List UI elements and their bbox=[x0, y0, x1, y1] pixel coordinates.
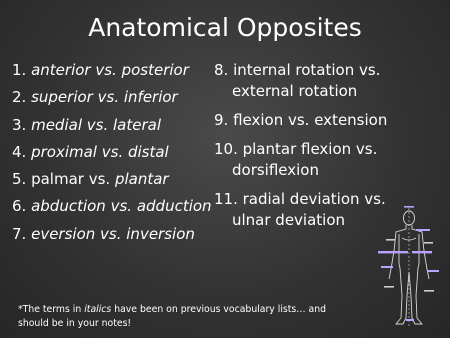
term-b: inversion bbox=[126, 224, 195, 243]
item-number: 1. bbox=[12, 61, 27, 79]
item-number: 7. bbox=[12, 224, 27, 243]
item-number: 2. bbox=[12, 88, 27, 107]
term-sep: vs. bbox=[96, 142, 128, 161]
list-item bbox=[12, 87, 212, 108]
term-b: inferior bbox=[123, 88, 178, 107]
term-sep: vs. bbox=[90, 61, 122, 79]
item-number: 3. bbox=[12, 115, 27, 134]
list-item bbox=[12, 60, 212, 81]
item-number: 5. bbox=[12, 170, 27, 189]
term-a: anterior bbox=[31, 61, 91, 79]
footnote bbox=[18, 303, 348, 331]
item-number: 6. bbox=[12, 197, 27, 216]
term-b: distal bbox=[127, 142, 169, 161]
list-item: 10. plantar flexion vs. dorsiflexion bbox=[214, 140, 378, 179]
list-item bbox=[12, 196, 212, 217]
term-sep: vs. bbox=[92, 88, 124, 107]
term-a: medial bbox=[31, 115, 82, 134]
list-item: 11. radial deviation vs. ulnar deviation bbox=[214, 190, 386, 229]
footnote-italic-word: italics bbox=[84, 304, 112, 315]
slide-title: Anatomical Opposites bbox=[88, 13, 362, 42]
list-item bbox=[12, 224, 212, 245]
list-item bbox=[12, 169, 212, 190]
term-b: plantar bbox=[114, 170, 169, 189]
term-a: superior bbox=[31, 88, 93, 107]
list-item: 8. internal rotation vs. external rotation bbox=[214, 61, 381, 100]
anatomical-body-diagram-icon bbox=[372, 206, 446, 330]
term-a: palmar bbox=[31, 170, 84, 189]
item-number: 4. bbox=[12, 142, 27, 161]
term-sep: vs. bbox=[83, 170, 115, 189]
footnote-text: have been on previous vocabulary lists… and should be in your notes! bbox=[18, 304, 327, 329]
footnote-text: *The terms in bbox=[18, 304, 85, 315]
list-item: 9. flexion vs. extension bbox=[214, 111, 388, 129]
term-a: eversion bbox=[31, 224, 96, 243]
term-sep: vs. bbox=[105, 197, 137, 216]
list-item bbox=[12, 142, 212, 163]
term-sep: vs. bbox=[95, 224, 127, 243]
term-b: lateral bbox=[112, 115, 161, 134]
list-item bbox=[12, 115, 212, 136]
term-a: abduction bbox=[31, 197, 106, 216]
left-list bbox=[12, 60, 212, 251]
term-b: posterior bbox=[121, 61, 189, 79]
term-a: proximal bbox=[31, 142, 97, 161]
term-b: adduction bbox=[136, 197, 212, 216]
term-sep: vs. bbox=[81, 115, 113, 134]
